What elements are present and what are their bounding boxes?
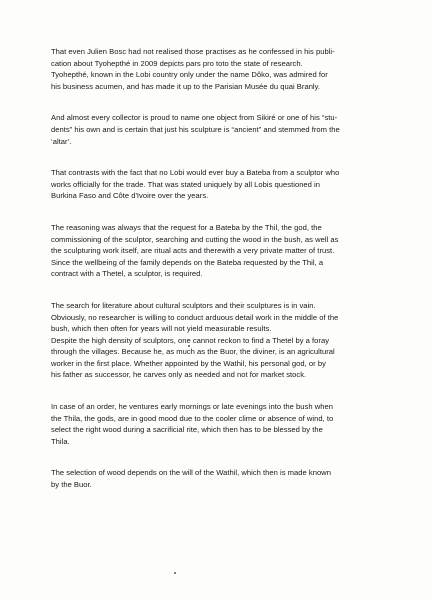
text-line: works officially for the trade. That was stated uniquely by all Lobis questioned in: [51, 179, 320, 189]
text-line: Burkina Faso and Côte d'Ivoire over the years.: [51, 191, 209, 201]
paragraph-2: [51, 112, 396, 147]
text-line: The search for literature about cultural sculptors and their sculptures is in vain.: [51, 300, 316, 310]
text-line: ‘altar’.: [51, 136, 72, 146]
text-line: That even Julien Bosc had not realised those practises as he confessed in his publi-: [51, 47, 335, 56]
text-line: The reasoning was always that the request for a Bateba by the Thil, the god, the: [51, 222, 322, 232]
text-line: the Thila, the gods, are in good mood due to the cooler clime or absence of wind, to: [51, 413, 334, 423]
text-line: Despite the high density of sculptors, one cannot reckon to find a Thetel by a foray: [51, 335, 330, 345]
text-line: Tyohepthé, known in the Lobi country only under the name Dôko, was admired for: [51, 70, 328, 80]
paragraph-3: [51, 167, 396, 202]
text-line: The selection of wood depends on the will of the Wathil, which then is made known: [51, 468, 331, 478]
text-line: In case of an order, he ventures early mornings or late evenings into the bush when: [51, 402, 333, 412]
text-line: That contrasts with the fact that no Lobi would ever buy a Bateba from a sculptor who: [51, 168, 340, 178]
paragraph-6: [51, 335, 396, 381]
text-line: select the right wood during a sacrificial rite, which then has to be blessed by the: [51, 425, 323, 435]
scan-speck: [174, 572, 176, 574]
text-line: his father as successor, he carves only as needed and not for market stock.: [51, 370, 307, 380]
body-text: [51, 46, 396, 511]
text-line: the sculpturing work itself, are ritual acts and therewith a very private matter of trust.: [51, 246, 335, 256]
paragraph-7: [51, 401, 396, 447]
text-line: bush, which then often for years will not yield measurable results.: [51, 324, 272, 334]
text-line: Thila.: [51, 436, 70, 446]
paragraph-8: [51, 467, 396, 490]
text-line: Since the wellbeing of the family depends on the Bateba requested by the Thil, a: [51, 257, 324, 267]
paragraph-5: [51, 300, 396, 335]
text-line: cation about Tyohepthé in 2009 depicts pars pro toto the state of research.: [51, 58, 303, 68]
text-line: by the Buor.: [51, 480, 92, 490]
text-line: his business acumen, and has made it up to the Parisian Musée du quai Branly.: [51, 81, 321, 91]
text-line: contract with a Thetel, a sculptor, is required.: [51, 269, 203, 279]
paragraph-4: [51, 222, 396, 280]
text-line: worker in the first place. Whether appointed by the Wathil, his personal god, or by: [51, 358, 326, 368]
scan-speck: [188, 345, 190, 347]
paragraph-1: [51, 46, 396, 92]
text-line: commissioning of the sculptor, searching and cutting the wood in the bush, as well as: [51, 234, 339, 244]
text-line: dents” his own and is certain that just his sculpture is “ancient” and stemmed from the: [51, 124, 340, 134]
text-line: And almost every collector is proud to name one object from Sikiré or one of his “stu-: [51, 113, 338, 123]
text-line: Obviously, no researcher is willing to conduct arduous detail work in the middle of the: [51, 312, 339, 322]
text-line: through the villages. Because he, as much as the Buor, the diviner, is an agricultural: [51, 347, 335, 357]
